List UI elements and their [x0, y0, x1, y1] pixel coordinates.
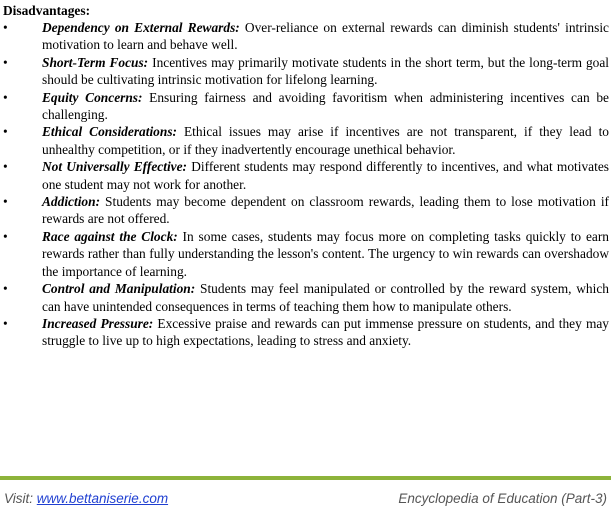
item-term: Race against the Clock: — [42, 228, 178, 244]
item-text: Different students may respond differently to incentives, and what motivates one student may not work for another. — [42, 159, 609, 192]
item-text: Ensuring fairness and avoiding favoritism when administering incentives can be challenging. — [42, 89, 609, 123]
item-term: Increased Pressure: — [42, 315, 154, 331]
section-heading: Disadvantages: — [3, 3, 91, 18]
bullet-icon: • — [3, 315, 8, 331]
disadvantages-list — [3, 19, 609, 350]
list-item — [3, 89, 609, 124]
item-text: Students may become dependent on classroom rewards, leading them to lose motivation if rewards are not offered. — [42, 194, 609, 227]
item-text: Ethical issues may arise if incentives are not transparent, if they lead to unhealthy competition, or if they inadvertently encourage unethical behavior. — [42, 124, 609, 157]
item-text: In some cases, students may focus more on completing tasks quickly to earn rewards rather than fully understanding the lesson's content. The urgency to win rewards can overshadow the importance of learning. — [42, 228, 609, 279]
document-body — [3, 2, 609, 350]
list-item — [3, 54, 609, 89]
list-item — [3, 193, 609, 228]
list-item — [3, 315, 609, 350]
item-term: Ethical Considerations: — [42, 124, 177, 140]
list-item — [3, 158, 609, 193]
item-term: Control and Manipulation: — [42, 281, 196, 297]
website-link[interactable]: www.bettaniserie.com — [36, 491, 169, 506]
bullet-icon: • — [3, 20, 8, 35]
footer-divider — [0, 476, 611, 480]
list-item — [3, 228, 609, 280]
item-text: Excessive praise and rewards can put immense pressure on students, and they may struggle to live up to high expectations, leading to stress and anxiety. — [42, 315, 610, 349]
list-item — [3, 19, 609, 54]
footer-visit — [4, 491, 168, 507]
bullet-icon: • — [3, 281, 8, 297]
item-text: Over-reliance on external rewards can diminish students' intrinsic motivation to learn and behave well. — [42, 20, 609, 53]
bullet-icon: • — [3, 54, 8, 70]
bullet-icon: • — [3, 159, 8, 175]
item-text: Students may feel manipulated or controlled by the reward system, which can have unintended consequences in terms of teaching them how to manipulate others. — [42, 281, 609, 314]
item-term: Dependency on External Rewards: — [42, 20, 240, 35]
bullet-icon: • — [3, 228, 8, 244]
item-term: Not Universally Effective: — [42, 159, 188, 175]
item-term: Addiction: — [42, 194, 101, 210]
item-text: Incentives may primarily motivate students in the short term, but the long-term goal should be cultivating intrinsic motivation for lifelong learning. — [42, 54, 609, 88]
visit-label: Visit: — [4, 491, 37, 506]
bullet-icon: • — [3, 194, 8, 210]
bullet-icon: • — [3, 89, 8, 105]
bullet-icon: • — [3, 124, 8, 140]
footer-title: Encyclopedia of Education (Part-3) — [398, 491, 607, 506]
list-item — [3, 280, 609, 315]
item-term: Short-Term Focus: — [42, 54, 149, 70]
item-term: Equity Concerns: — [42, 89, 143, 105]
list-item — [3, 123, 609, 158]
